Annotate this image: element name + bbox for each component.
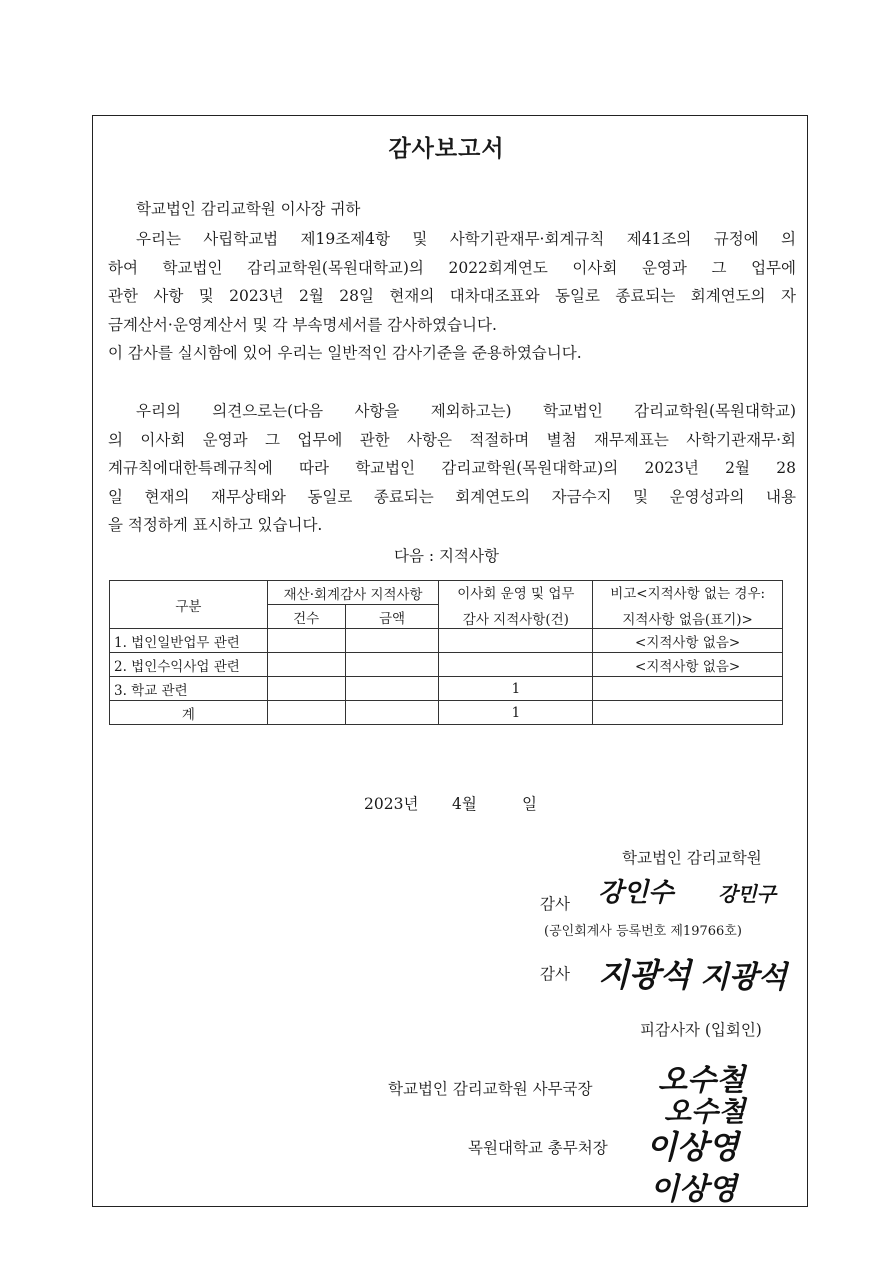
auditor-1-label: 감사 [540, 895, 570, 913]
auditor-2-seal: 지광석 [700, 960, 787, 995]
auditee-label: 피감사자 (입회인) [640, 1021, 762, 1039]
row-amount [345, 653, 439, 677]
header-board-line-1: 이사회 운영 및 업무 [457, 585, 575, 602]
director-signature: 이상영 [646, 1128, 739, 1166]
row-board [439, 653, 593, 677]
date-month: 4월 [452, 795, 477, 813]
header-finance-findings: 재산·회계감사 지적사항 [267, 581, 439, 605]
row-amount [345, 677, 439, 701]
row-note [593, 677, 783, 701]
text-line: 계규칙에대한특례규칙에 따라 학교법인 감리교학원(목원대학교)의 2023년 2월 28 [108, 459, 796, 477]
text-line: 우리의 의견으로는(다음 사항을 제외하고는) 학교법인 감리교학원(목원대학교) [136, 402, 796, 420]
text-line: 금계산서·운영계산서 및 각 부속명세서를 감사하였습니다. [108, 315, 497, 334]
header-amount: 금액 [345, 605, 439, 629]
header-note-line-1: 비고<지적사항 없는 경우: [610, 585, 766, 602]
header-note-line-2: 지적사항 없음(표기)> [622, 611, 753, 628]
row-board: 1 [439, 677, 593, 701]
director-seal: 이상영 [650, 1172, 737, 1207]
table-total-row [110, 701, 783, 725]
secretary-signature: 오수철 [658, 1063, 745, 1098]
row-label: 2. 법인수익사업 관련 [110, 653, 268, 677]
table-header-row [110, 581, 783, 605]
table-row [110, 677, 783, 701]
text-line: 일 현재의 재무상태와 동일로 종료되는 회계연도의 자금수지 및 운영성과의 내용 [108, 487, 796, 506]
organization-name: 학교법인 감리교학원 [622, 849, 762, 867]
auditor-1-signature: 강인수 [598, 878, 674, 908]
secretary-seal: 오수철 [664, 1095, 746, 1128]
row-note: <지적사항 없음> [593, 653, 783, 677]
table-row [110, 653, 783, 677]
row-amount [345, 701, 439, 725]
auditor-2-label: 감사 [540, 965, 570, 983]
director-label: 목원대학교 총무처장 [468, 1139, 608, 1157]
row-label: 계 [110, 701, 268, 725]
text-line: 이 감사를 실시함에 있어 우리는 일반적인 감사기준을 준용하였습니다. [108, 344, 582, 362]
row-note: <지적사항 없음> [593, 629, 783, 653]
document-title: 감사보고서 [388, 135, 505, 162]
row-label: 3. 학교 관련 [110, 677, 268, 701]
date-year: 2023년 [364, 795, 419, 813]
row-count [267, 677, 345, 701]
header-board-line-2: 감사 지적사항(건) [462, 611, 569, 628]
text-line: 관한 사항 및 2023년 2월 28일 현재의 대차대조표와 동일로 종료되는 회계연도의 자 [108, 287, 796, 305]
row-count [267, 653, 345, 677]
header-note [593, 581, 783, 629]
row-amount [345, 629, 439, 653]
paragraph-audit-opinion [108, 397, 796, 540]
table-row [110, 629, 783, 653]
row-note [593, 701, 783, 725]
header-category: 구분 [110, 581, 268, 629]
auditor-1-seal: 강민구 [718, 882, 776, 906]
header-board-findings [439, 581, 593, 629]
findings-table [109, 580, 783, 725]
text-line: 우리는 사립학교법 제19조제4항 및 사학기관재무·회계규칙 제41조의 규정에 의 [136, 230, 796, 248]
row-count [267, 629, 345, 653]
text-line: 을 적정하게 표시하고 있습니다. [108, 516, 323, 534]
secretary-label: 학교법인 감리교학원 사무국장 [388, 1080, 593, 1098]
text-line: 의 이사회 운영과 그 업무에 관한 사항은 적절하며 별첨 재무제표는 사학기관재무·회 [108, 430, 796, 449]
text-line: 하여 학교법인 감리교학원(목원대학교)의 2022회계연도 이사회 운영과 그 업무에 [108, 258, 796, 277]
row-count [267, 701, 345, 725]
row-board [439, 629, 593, 653]
auditor-1-registration: (공인회계사 등록번호 제19766호) [544, 924, 742, 939]
row-board: 1 [439, 701, 593, 725]
addressee: 학교법인 감리교학원 이사장 귀하 [136, 200, 361, 218]
row-label: 1. 법인일반업무 관련 [110, 629, 268, 653]
header-count: 건수 [267, 605, 345, 629]
date-day: 일 [522, 795, 537, 813]
paragraph-audit-scope [108, 225, 796, 368]
auditor-2-signature: 지광석 [598, 956, 691, 994]
findings-subtitle: 다음 : 지적사항 [394, 547, 499, 565]
